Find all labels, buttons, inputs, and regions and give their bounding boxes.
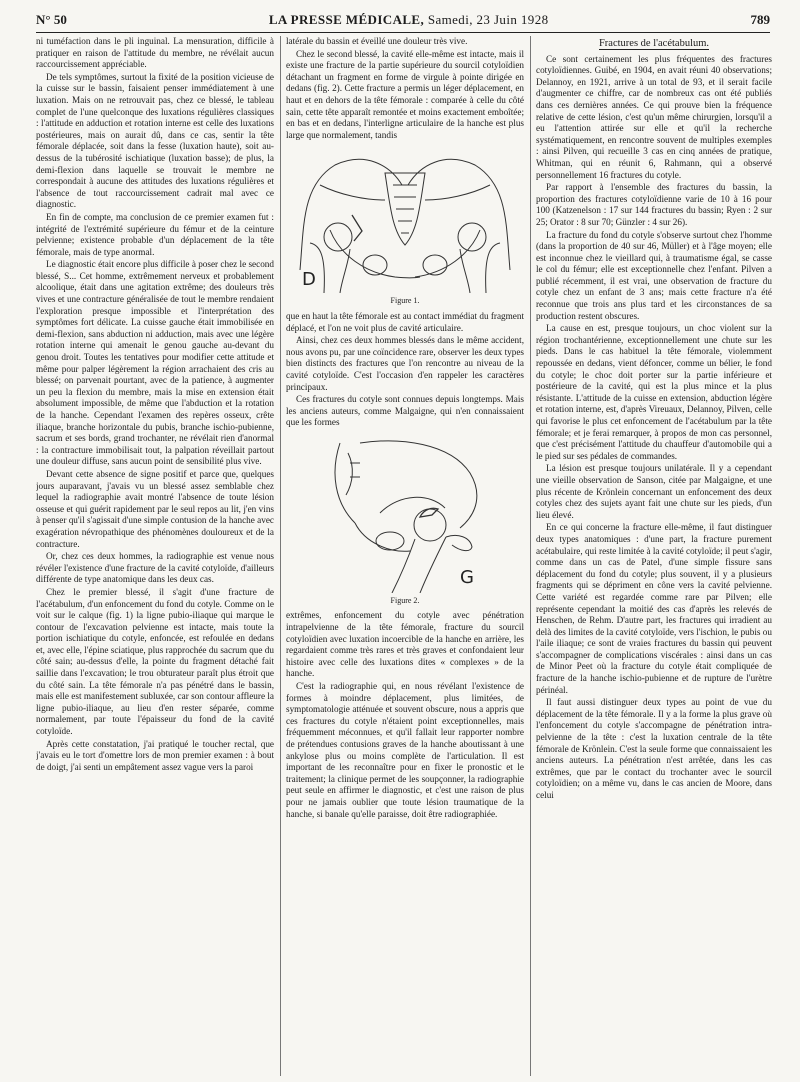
column-divider	[530, 36, 531, 1076]
paragraph: La cause en est, presque toujours, un choc violent sur la région trochantérienne, exceptionnellement une chute sur les pieds. Dans le cas habituel la tête fémorale, violemment repoussée en dedans, vient défoncer, comme un bélier, le fond du cotyle; le choc doit porter sur la partie inférieure et postérieure de la cavité, qui est la plus mince et la plus résistante. L'attitude de la cuisse en extension, abduction légère et rotation interne, est, d'après Vireuaux, Delannoy, Pilven, celle qui favorise le plus cet enfoncement de l'acétabulum par la tête fémorale; et je ferai remarquer, à propos de mon cas personnel, que c'est précisément l'attitude du chauffeur d'automobile qui a le pied sur ses pédales de commandes.	[536, 323, 772, 461]
paragraph: Après cette constatation, j'ai pratiqué le toucher rectal, que j'avais eu le tort d'omettre lors de mon premier examen : à bout de doigt, j'ai senti un empâtement assez vague vers la paroi	[36, 738, 274, 772]
figure-1	[286, 145, 524, 307]
page-number: 789	[750, 12, 770, 27]
column-3	[536, 36, 772, 1076]
paragraph: Chez le second blessé, la cavité elle-même est intacte, mais il existe une fracture de la partie supérieure du sourcil cotyloïdien détachant un fragment en forme de virgule à pointe dirigée en dedans (fig. 2). Cette fracture a permis un léger déplacement, en haut et en dehors de la tête fémorale : comparée à celle du côté sain, cette tête apparaît remontée et moins exactement emboîtée; en bas et en dedans, l'interligne articulaire de la hanche est plus large que normalement, tandis	[286, 48, 524, 140]
column-divider	[280, 36, 281, 1076]
paragraph: Or, chez ces deux hommes, la radiographie est venue nous révéler l'existence d'une fracture de la cavité cotyloïde, d'ailleurs différente de type anatomique dans les deux cas.	[36, 551, 274, 585]
paragraph: ni tuméfaction dans le pli inguinal. La mensuration, difficile à pratiquer en raison de l'attitude du membre, ne révélait aucun raccourcissement appréciable.	[36, 36, 274, 70]
paragraph: Il faut aussi distinguer deux types au point de vue du déplacement de la tête fémorale. Il y a la forme la plus grave où l'enfoncement du cotyle s'accompagne de pénétration intra-pelvienne de la tête : c'est la luxation centrale de la tête fémorale de Krönlein. C'est la seule forme que connaissaient les anciens auteurs. La pénétration n'est arrêtée, dans les cas extrêmes, que par le contact du trochanter avec le sourcil cotyloïdien; on a même vu, dans le cas ancien de Moore, dans celui	[536, 697, 772, 800]
journal-name: LA PRESSE MÉDICALE,	[268, 12, 425, 27]
paragraph: Ce sont certainement les plus fréquentes des fractures cotyloïdiennes. Guibé, en 1904, en avait réuni 40 observations; Delannoy, en 1921, arrive à un total de 93, et il serait facile d'augmenter ce chiffre, car de nombreux cas ont été publiés dans ces dernières années. Ce qui prouve bien la fréquence relative de cette lésion, c'est qu'un même chirurgien, lorsqu'il a eu l'attention attirée sur elle et qu'il la recherche systématiquement, en rencontre souvent de multiples exemples : ainsi Pilven, qui recueille 3 cas en cinq années de pratique, Whitman, qui en réunit 6, Rahmann, qui a observé personnellement 16 fractures du cotyle.	[536, 53, 772, 180]
figure-2	[286, 433, 524, 607]
paragraph: De tels symptômes, surtout la fixité de la position vicieuse de la cuisse sur le bassin, faisaient penser immédiatement à une luxation. Mais on ne retrouvait pas, chez ce blessé, le tableau complet de l'une quelconque des luxations régulières classiques : l'attitude en adduction et rotation interne est celle des luxations postérieures, mais on aurait dû, dans ce cas, sentir la tête fémorale déplacée, soit dans la fesse (luxation haute), soit au-dessus de la tubérosité ischiatique (luxation basse); de plus, la demi-flexion dans laquelle se trouvait le membre ne correspondait à aucune des attitudes des luxations régulières et l'absence de tout raccourcissement cadrait mal avec ce diagnostic.	[36, 71, 274, 210]
section-heading-text: Fractures de l'acétabulum.	[598, 38, 710, 49]
paragraph: Devant cette absence de signe positif et parce que, quelques jours auparavant, j'avais vu un blessé assez semblable chez lequel la radiographie avait montré l'absence de toute lésion osseuse et qui guérit rapidement par le seul repos au lit, j'en vins à penser qu'il s'agissait d'une simple contusion de la hanche avec exagération névropathique des phénomènes douloureux et de la contracture.	[36, 468, 274, 549]
paragraph: C'est la radiographie qui, en nous révélant l'existence de formes à moindre déplacement, plus limitées, de symptomatologie atténuée et souvent obscure, nous a appris que ces fractures du cotyle n'étaient point exceptionnelles, mais fréquemment méconnues, et qu'il fallait leur rapporter nombre de prétendues contusions graves de la hanche aboutissant à une ankylose plus ou moins complète de l'articulation. Il est important de les reconnaître pour en fixer le pronostic et le traitement; la clinique permet de les soupçonner, la radiographie peut seule en affirmer le diagnostic, et c'est une raison de plus pour ne jamais oublier que toute lésion traumatique de la hanche, si banale qu'elle paraisse, doit être radiographiée.	[286, 681, 524, 819]
issue-date: Samedi, 23 Juin 1928	[427, 12, 549, 27]
journal-title	[269, 12, 549, 28]
column-1	[36, 36, 274, 1076]
paragraph: En ce qui concerne la fracture elle-même, il faut distinguer deux types anatomiques : d'une part, la fracture purement acétabulaire, qui reste limitée à la cavité cotyloïde; il peut s'agir, comme dans un cas de Patel, d'une simple fissure sans déplacement du fond du cotyle; plus souvent, il y a plusieurs fragments qui se dépriment en cône vers la cavité pelvienne. Cette variété est regardée comme rare par Pilven; elle représente cependant la moitié des cas d'après les relevés de Henschen, de Rehm. D'autre part, les fractures qui irradient au delà des limites de la cavité cotyloïde, vers l'ischion, le pubis ou l'aile iliaque; ce sont de vraies fractures du bassin qui peuvent s'accompagner de complications viscérales : ainsi dans un cas de Minor Peet où la fracture du cotyle était compliquée de fracture de la hanche ischio-pubienne et de rupture de l'urètre périnéal.	[536, 522, 772, 695]
column-2	[286, 36, 524, 1076]
paragraph: Par rapport à l'ensemble des fractures du bassin, la proportion des fractures cotyloïdienne varie de 10 à 16 pour 100 (Katzenelson : 17 sur 144 fractures du bassin; Ryen : 2 sur 25; Orator : 8 sur 70; Günzler : 4 sur 26).	[536, 182, 772, 227]
figure-1-caption: Figure 1.	[390, 296, 420, 306]
issue-number: N° 50	[36, 12, 67, 27]
figure-1-side-label: D	[302, 269, 316, 291]
paragraph: Ainsi, chez ces deux hommes blessés dans le même accident, nous avons pu, par une coïncidence rare, observer les deux types bien distincts des fractures que l'on rencontre au niveau de la cavité cotyloïde. C'est l'occasion d'en rappeler les caractères principaux.	[286, 335, 524, 392]
paragraph: Chez le premier blessé, il s'agit d'une fracture de l'acétabulum, d'un enfoncement du fond du cotyle. Comme on le voit sur le calque (fig. 1) la ligne pubio-iliaque qui marque le contour de l'excavation pelvienne est intacte, mais toute la portion ischiatique du cotyle, enfoncée, est refoulée en dedans et, avec elle, l'épine sciatique, plus rapprochée du sacrum que du côté sain; au-dessus d'elle, la pointe du fragment détaché fait saillie dans l'excavation; le trou obturateur paraît plus étroit que du côté sain. La tête fémorale n'a pas pénétré dans le bassin, mais elle est manifestement subluxée, car son contour affleure la ligne pubio-iliaque, au lieu d'en rester séparée, comme normalement, par toute l'épaisseur du fond de la cavité cotyloïde.	[36, 586, 274, 737]
paragraph: La lésion est presque toujours unilatérale. Il y a cependant une vieille observation de Sanson, citée par Malgaigne, et une plus récente de Krönlein concernant un enfoncement des deux cotyles chez des sujets ayant fait une chute sur les pieds, d'un lieu élevé.	[536, 463, 772, 520]
paragraph: latérale du bassin et éveillé une douleur très vive.	[286, 36, 468, 46]
paragraph: Ces fractures du cotyle sont connues depuis longtemps. Mais les anciens auteurs, comme Malgaigne, qui n'en connaissaient que les formes	[286, 394, 524, 428]
paragraph: que en haut la tête fémorale est au contact immédiat du fragment déplacé, et l'on ne voit plus de cavité articulaire.	[286, 310, 524, 333]
hip-radiograph-tracing-2	[320, 433, 490, 593]
paragraph: En fin de compte, ma conclusion de ce premier examen fut : intégrité de l'extrémité supérieure du fémur et de la ceinture pelvienne; existence probable d'un déplacement de la tête fémorale, mais de type anormal.	[36, 211, 274, 257]
paragraph: La fracture du fond du cotyle s'observe surtout chez l'homme (dans la proportion de 40 sur 46, Müller) et à l'âge moyen; elle est inconnue chez le vieillard qui, à traumatisme égal, se casse le col du fémur; elle est exceptionnelle chez l'enfant. Pilven a publié récemment, il est vrai, une observation de fracture du cotyle chez un enfant de 3 ans; mais cette fracture n'a été reconnue que trois ans plus tard et les circonstances de sa production restent obscures.	[536, 229, 772, 321]
figure-2-caption: Figure 2.	[390, 595, 420, 605]
figure-2-side-label: G	[460, 566, 474, 588]
section-heading	[536, 38, 772, 50]
paragraph: extrêmes, enfoncement du cotyle avec pénétration intrapelvienne de la tête fémorale, fracture du sourcil cotyloïdien avec luxation incoercible de la hanche en arrière, les regardaient comme très rares et très graves et confondaient leur histoire avec celle des luxations dites « complexes » de la hanche.	[286, 610, 524, 679]
pelvis-radiograph-tracing-1	[290, 145, 520, 293]
paragraph: Le diagnostic était encore plus difficile à poser chez le second blessé, S... Cet homme, extrêmement nerveux et probablement alcoolique, était dans une agitation extrême; des douleurs très vives et une contracture généralisée de tout le membre rendaient l'exploration presque impossible et l'interprétation des symptômes fort délicate. La cuisse gauche était immobilisée en demi-flexion, sans abduction ni adduction, mais avec une légère rotation interne qui amenait le genou gauche au-devant du genou droit. Toutes les tentatives pour modifier cette attitude et même pour palper légèrement la région arrachaient des cris au blessé; on parvenait pourtant, avec de la patience, à augmenter un peu la flexion du membre, mais la mise en extension était absolument impossible, de même que l'abduction et la rotation de la hanche. Cependant l'examen des repères osseux, crête iliaque, branche horizontale du pubis, branche ischio-pubienne, sacrum et ses bords, grand trochanter, ne révélait rien d'anormal : la contracture immobilisait tout, la palpation réveillait partout une douleur diffuse, sans aucun point de sensibilité plus vive.	[36, 259, 274, 467]
running-header	[36, 8, 770, 33]
